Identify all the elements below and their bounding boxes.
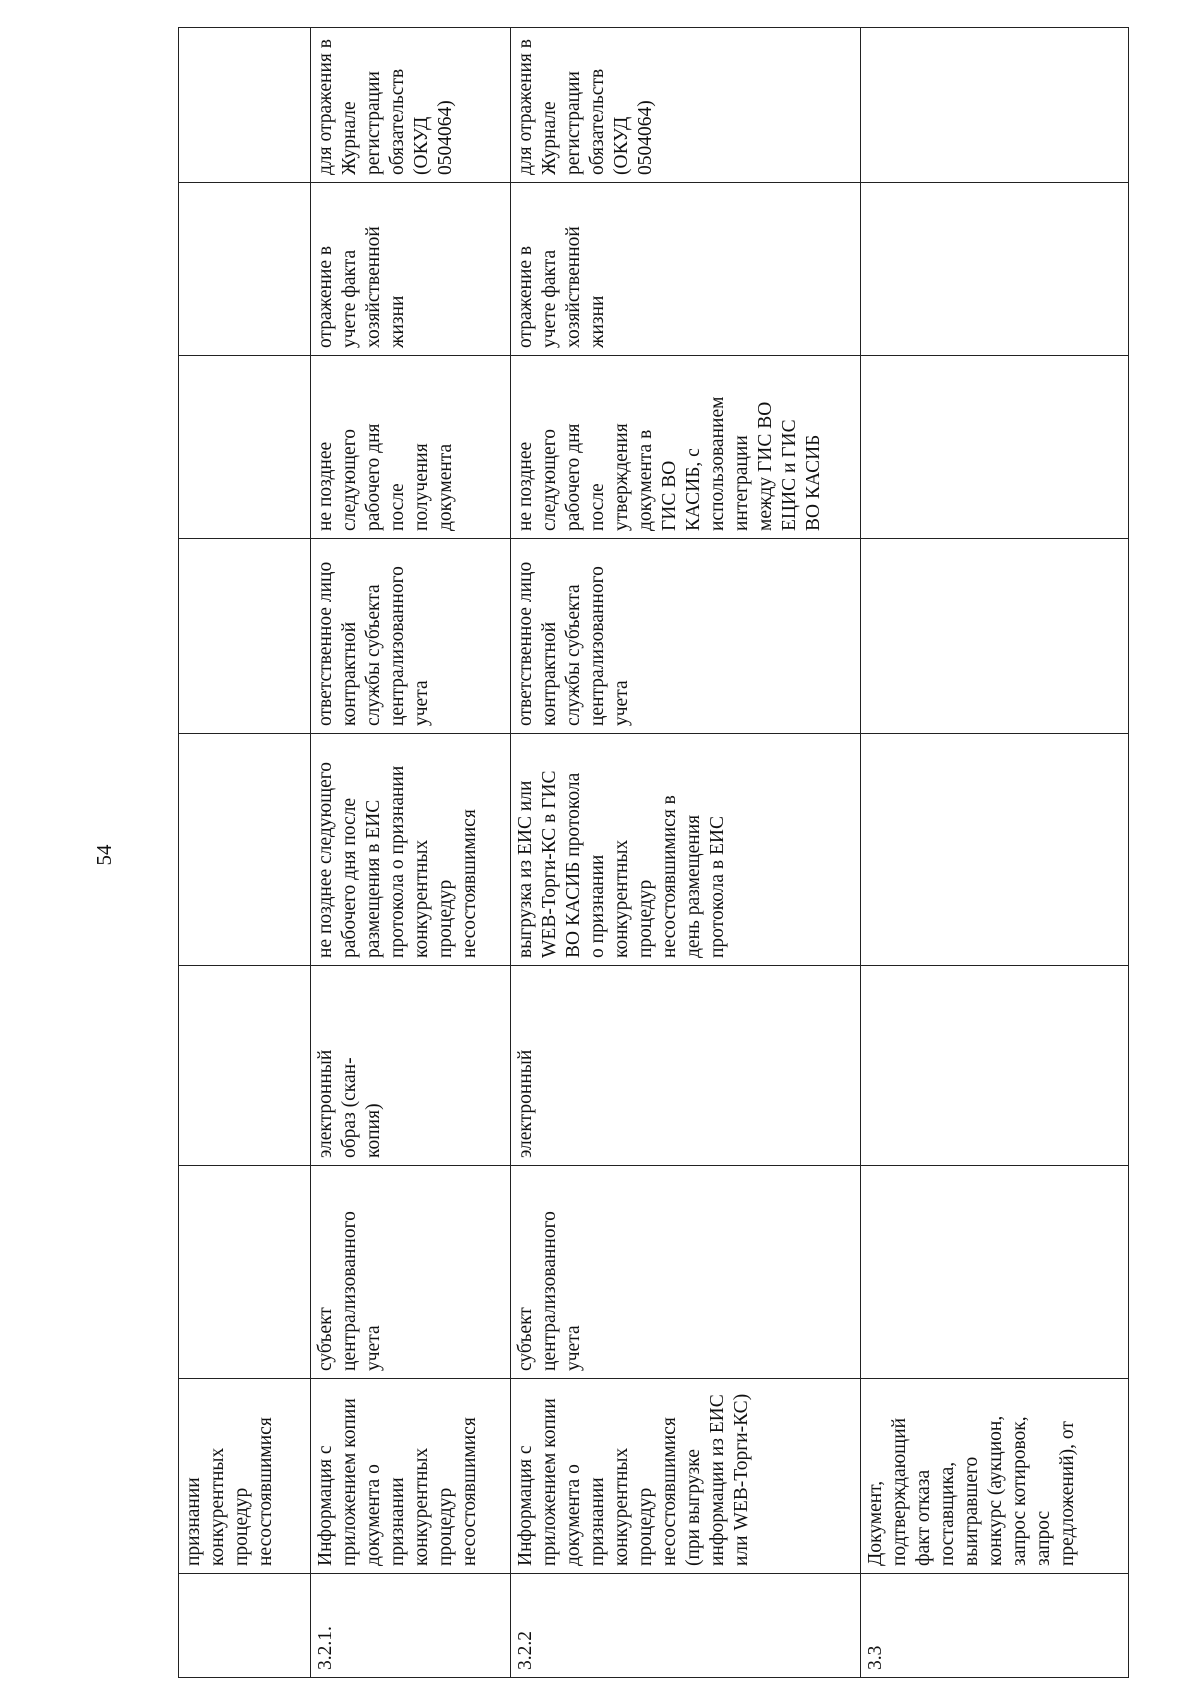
cell-form (179, 966, 311, 1166)
cell-processing: не позднее следующего рабочего дня после получения документа (311, 356, 511, 539)
cell-form: электронный (511, 966, 861, 1166)
cell-register (179, 28, 311, 183)
cell-responsible: ответственное лицо контрактной службы субъекта централизованного учета (511, 539, 861, 734)
cell-term: не позднее следующего рабочего дня после размещения в ЕИС протокола о признании конкурентных процедур несостоявшимися (311, 734, 511, 966)
cell-term (179, 734, 311, 966)
table-row (179, 28, 311, 1678)
cell-document-name: Информация с приложением копии документа о признании конкурентных процедур несостоявшимися (при выгрузке информации из ЕИС или WEB-Торги-КС) (511, 1379, 861, 1574)
document-table (178, 27, 1129, 1678)
cell-document-name: Документ, подтверждающий факт отказа поставщика, выигравшего конкурс (аукцион, запрос котировок, запрос предложений), от (861, 1379, 1129, 1574)
cell-register: для отражения в Журнале регистрации обязательств (ОКУД 0504064) (311, 28, 511, 183)
cell-subject: субъект централизованного учета (311, 1166, 511, 1379)
cell-register: для отражения в Журнале регистрации обязательств (ОКУД 0504064) (511, 28, 861, 183)
cell-subject: субъект централизованного учета (511, 1166, 861, 1379)
cell-subject (179, 1166, 311, 1379)
cell-number: 3.2.2 (511, 1574, 861, 1678)
table-row (861, 28, 1129, 1678)
cell-responsible: ответственное лицо контрактной службы субъекта централизованного учета (311, 539, 511, 734)
cell-processing: не позднее следующего рабочего дня после утверждения документа в ГИС ВО КАСИБ, с использованием интеграции между ГИС ВО ЕЦИС и ГИС ВО КАСИБ (511, 356, 861, 539)
cell-subject (861, 1166, 1129, 1379)
page-number: 54 (92, 844, 116, 866)
cell-number (179, 1574, 311, 1678)
cell-processing (861, 356, 1129, 539)
cell-number: 3.3 (861, 1574, 1129, 1678)
cell-number: 3.2.1. (311, 1574, 511, 1678)
cell-term: выгрузка из ЕИС или WEB-Торги-КС в ГИС ВО КАСИБ протокола о признании конкурентных процедур несостоявшимися в день размещения протокола в ЕИС (511, 734, 861, 966)
cell-purpose (861, 183, 1129, 356)
table-row (511, 28, 861, 1678)
cell-processing (179, 356, 311, 539)
cell-purpose (179, 183, 311, 356)
cell-term (861, 734, 1129, 966)
cell-responsible (179, 539, 311, 734)
table-row (311, 28, 511, 1678)
cell-purpose: отражение в учете факта хозяйственной жизни (511, 183, 861, 356)
cell-form: электронный образ (скан- копия) (311, 966, 511, 1166)
cell-purpose: отражение в учете факта хозяйственной жизни (311, 183, 511, 356)
cell-form (861, 966, 1129, 1166)
cell-document-name: признании конкурентных процедур несостоявшимися (179, 1379, 311, 1574)
table-container (178, 28, 1128, 1678)
cell-responsible (861, 539, 1129, 734)
cell-document-name: Информация с приложением копии документа о признании конкурентных процедур несостоявшимися (311, 1379, 511, 1574)
cell-register (861, 28, 1129, 183)
